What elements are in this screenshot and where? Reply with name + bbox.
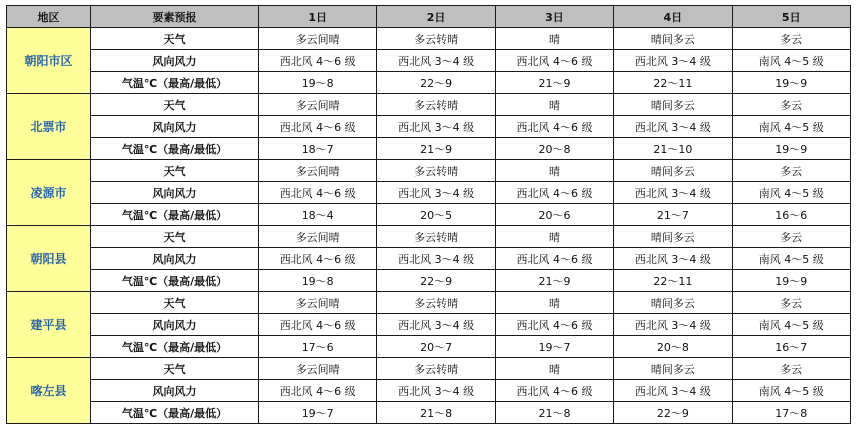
header-day-5: 5日 bbox=[732, 6, 850, 28]
temp-cell: 22～9 bbox=[377, 270, 495, 292]
temp-cell: 20～8 bbox=[495, 138, 613, 160]
weather-cell: 晴 bbox=[495, 226, 613, 248]
weather-cell: 多云 bbox=[732, 28, 850, 50]
table-row bbox=[7, 380, 851, 402]
wind-cell: 西北风 4～6 级 bbox=[259, 182, 377, 204]
temp-cell: 19～9 bbox=[732, 138, 850, 160]
wind-cell: 西北风 3～4 级 bbox=[614, 314, 732, 336]
wind-cell: 南风 4～5 级 bbox=[732, 314, 850, 336]
wind-cell: 西北风 3～4 级 bbox=[614, 380, 732, 402]
temp-cell: 19～8 bbox=[259, 270, 377, 292]
temp-cell: 19～7 bbox=[259, 402, 377, 424]
table-row bbox=[7, 116, 851, 138]
element-label-wind: 风向风力 bbox=[91, 248, 259, 270]
wind-cell: 西北风 3～4 级 bbox=[377, 314, 495, 336]
temp-cell: 20～5 bbox=[377, 204, 495, 226]
weather-cell: 多云 bbox=[732, 160, 850, 182]
weather-cell: 多云间晴 bbox=[259, 292, 377, 314]
weather-cell: 多云 bbox=[732, 358, 850, 380]
weather-cell: 晴 bbox=[495, 160, 613, 182]
temp-cell: 17～8 bbox=[732, 402, 850, 424]
weather-cell: 多云转晴 bbox=[377, 358, 495, 380]
weather-cell: 晴间多云 bbox=[614, 28, 732, 50]
wind-cell: 南风 4～5 级 bbox=[732, 116, 850, 138]
wind-cell: 西北风 3～4 级 bbox=[377, 116, 495, 138]
weather-cell: 多云转晴 bbox=[377, 292, 495, 314]
table-row bbox=[7, 50, 851, 72]
wind-cell: 西北风 4～6 级 bbox=[259, 248, 377, 270]
element-label-temp: 气温℃（最高/最低） bbox=[91, 402, 259, 424]
element-label-wind: 风向风力 bbox=[91, 116, 259, 138]
element-label-weather: 天气 bbox=[91, 292, 259, 314]
element-label-temp: 气温℃（最高/最低） bbox=[91, 72, 259, 94]
temp-cell: 19～9 bbox=[732, 72, 850, 94]
weather-cell: 晴间多云 bbox=[614, 292, 732, 314]
temp-cell: 21～8 bbox=[377, 402, 495, 424]
wind-cell: 西北风 4～6 级 bbox=[495, 116, 613, 138]
weather-cell: 多云 bbox=[732, 94, 850, 116]
wind-cell: 西北风 4～6 级 bbox=[495, 380, 613, 402]
region-name: 朝阳市区 bbox=[7, 28, 91, 94]
wind-cell: 西北风 4～6 级 bbox=[495, 50, 613, 72]
element-label-wind: 风向风力 bbox=[91, 182, 259, 204]
header-day-3: 3日 bbox=[495, 6, 613, 28]
header-day-4: 4日 bbox=[614, 6, 732, 28]
temp-cell: 18～7 bbox=[259, 138, 377, 160]
temp-cell: 20～7 bbox=[377, 336, 495, 358]
table-row bbox=[7, 358, 851, 380]
region-name: 朝阳县 bbox=[7, 226, 91, 292]
wind-cell: 南风 4～5 级 bbox=[732, 182, 850, 204]
temp-cell: 21～9 bbox=[377, 138, 495, 160]
wind-cell: 西北风 4～6 级 bbox=[259, 314, 377, 336]
weather-cell: 多云间晴 bbox=[259, 94, 377, 116]
wind-cell: 西北风 4～6 级 bbox=[495, 182, 613, 204]
wind-cell: 西北风 3～4 级 bbox=[377, 182, 495, 204]
wind-cell: 西北风 3～4 级 bbox=[614, 116, 732, 138]
weather-cell: 多云间晴 bbox=[259, 358, 377, 380]
element-label-weather: 天气 bbox=[91, 358, 259, 380]
table-row bbox=[7, 336, 851, 358]
weather-cell: 多云转晴 bbox=[377, 160, 495, 182]
weather-cell: 多云间晴 bbox=[259, 28, 377, 50]
weather-cell: 多云转晴 bbox=[377, 28, 495, 50]
temp-cell: 16～6 bbox=[732, 204, 850, 226]
table-row bbox=[7, 204, 851, 226]
element-label-temp: 气温℃（最高/最低） bbox=[91, 336, 259, 358]
weather-cell: 晴 bbox=[495, 292, 613, 314]
wind-cell: 西北风 4～6 级 bbox=[259, 50, 377, 72]
region-name: 北票市 bbox=[7, 94, 91, 160]
temp-cell: 19～9 bbox=[732, 270, 850, 292]
temp-cell: 21～9 bbox=[495, 270, 613, 292]
element-label-wind: 风向风力 bbox=[91, 314, 259, 336]
wind-cell: 西北风 3～4 级 bbox=[377, 50, 495, 72]
wind-cell: 南风 4～5 级 bbox=[732, 248, 850, 270]
region-name: 凌源市 bbox=[7, 160, 91, 226]
header-region: 地区 bbox=[7, 6, 91, 28]
element-label-temp: 气温℃（最高/最低） bbox=[91, 204, 259, 226]
element-label-wind: 风向风力 bbox=[91, 50, 259, 72]
wind-cell: 西北风 4～6 级 bbox=[259, 380, 377, 402]
table-row bbox=[7, 270, 851, 292]
temp-cell: 17～6 bbox=[259, 336, 377, 358]
temp-cell: 22～11 bbox=[614, 72, 732, 94]
weather-cell: 多云转晴 bbox=[377, 226, 495, 248]
header-element: 要素预报 bbox=[91, 6, 259, 28]
element-label-temp: 气温℃（最高/最低） bbox=[91, 270, 259, 292]
table-row bbox=[7, 248, 851, 270]
temp-cell: 19～7 bbox=[495, 336, 613, 358]
weather-cell: 多云间晴 bbox=[259, 226, 377, 248]
table-row bbox=[7, 138, 851, 160]
temp-cell: 16～7 bbox=[732, 336, 850, 358]
temp-cell: 19～8 bbox=[259, 72, 377, 94]
element-label-weather: 天气 bbox=[91, 28, 259, 50]
wind-cell: 西北风 3～4 级 bbox=[614, 182, 732, 204]
table-row bbox=[7, 314, 851, 336]
region-name: 建平县 bbox=[7, 292, 91, 358]
element-label-weather: 天气 bbox=[91, 94, 259, 116]
weather-cell: 晴 bbox=[495, 28, 613, 50]
wind-cell: 西北风 3～4 级 bbox=[614, 50, 732, 72]
weather-cell: 晴 bbox=[495, 94, 613, 116]
table-row bbox=[7, 28, 851, 50]
table-row bbox=[7, 292, 851, 314]
table-row bbox=[7, 72, 851, 94]
wind-cell: 西北风 3～4 级 bbox=[377, 380, 495, 402]
wind-cell: 西北风 3～4 级 bbox=[377, 248, 495, 270]
temp-cell: 21～10 bbox=[614, 138, 732, 160]
weather-cell: 晴间多云 bbox=[614, 358, 732, 380]
weather-cell: 晴 bbox=[495, 358, 613, 380]
header-day-1: 1日 bbox=[259, 6, 377, 28]
table-row bbox=[7, 160, 851, 182]
wind-cell: 西北风 4～6 级 bbox=[495, 314, 613, 336]
weather-cell: 晴间多云 bbox=[614, 94, 732, 116]
temp-cell: 22～11 bbox=[614, 270, 732, 292]
element-label-temp: 气温℃（最高/最低） bbox=[91, 138, 259, 160]
temp-cell: 21～8 bbox=[495, 402, 613, 424]
header-row bbox=[7, 6, 851, 28]
weather-cell: 晴间多云 bbox=[614, 160, 732, 182]
weather-cell: 多云 bbox=[732, 226, 850, 248]
wind-cell: 西北风 4～6 级 bbox=[495, 248, 613, 270]
temp-cell: 18～4 bbox=[259, 204, 377, 226]
weather-cell: 多云间晴 bbox=[259, 160, 377, 182]
table-row bbox=[7, 94, 851, 116]
temp-cell: 20～8 bbox=[614, 336, 732, 358]
wind-cell: 西北风 4～6 级 bbox=[259, 116, 377, 138]
table-row bbox=[7, 402, 851, 424]
temp-cell: 20～6 bbox=[495, 204, 613, 226]
weather-cell: 晴间多云 bbox=[614, 226, 732, 248]
element-label-weather: 天气 bbox=[91, 160, 259, 182]
element-label-weather: 天气 bbox=[91, 226, 259, 248]
region-name: 喀左县 bbox=[7, 358, 91, 424]
forecast-body bbox=[7, 28, 851, 424]
forecast-table bbox=[6, 5, 851, 424]
wind-cell: 南风 4～5 级 bbox=[732, 380, 850, 402]
temp-cell: 21～7 bbox=[614, 204, 732, 226]
temp-cell: 22～9 bbox=[614, 402, 732, 424]
table-row bbox=[7, 226, 851, 248]
wind-cell: 南风 4～5 级 bbox=[732, 50, 850, 72]
temp-cell: 22～9 bbox=[377, 72, 495, 94]
table-row bbox=[7, 182, 851, 204]
element-label-wind: 风向风力 bbox=[91, 380, 259, 402]
temp-cell: 21～9 bbox=[495, 72, 613, 94]
weather-cell: 多云 bbox=[732, 292, 850, 314]
header-day-2: 2日 bbox=[377, 6, 495, 28]
weather-cell: 多云转晴 bbox=[377, 94, 495, 116]
wind-cell: 西北风 3～4 级 bbox=[614, 248, 732, 270]
